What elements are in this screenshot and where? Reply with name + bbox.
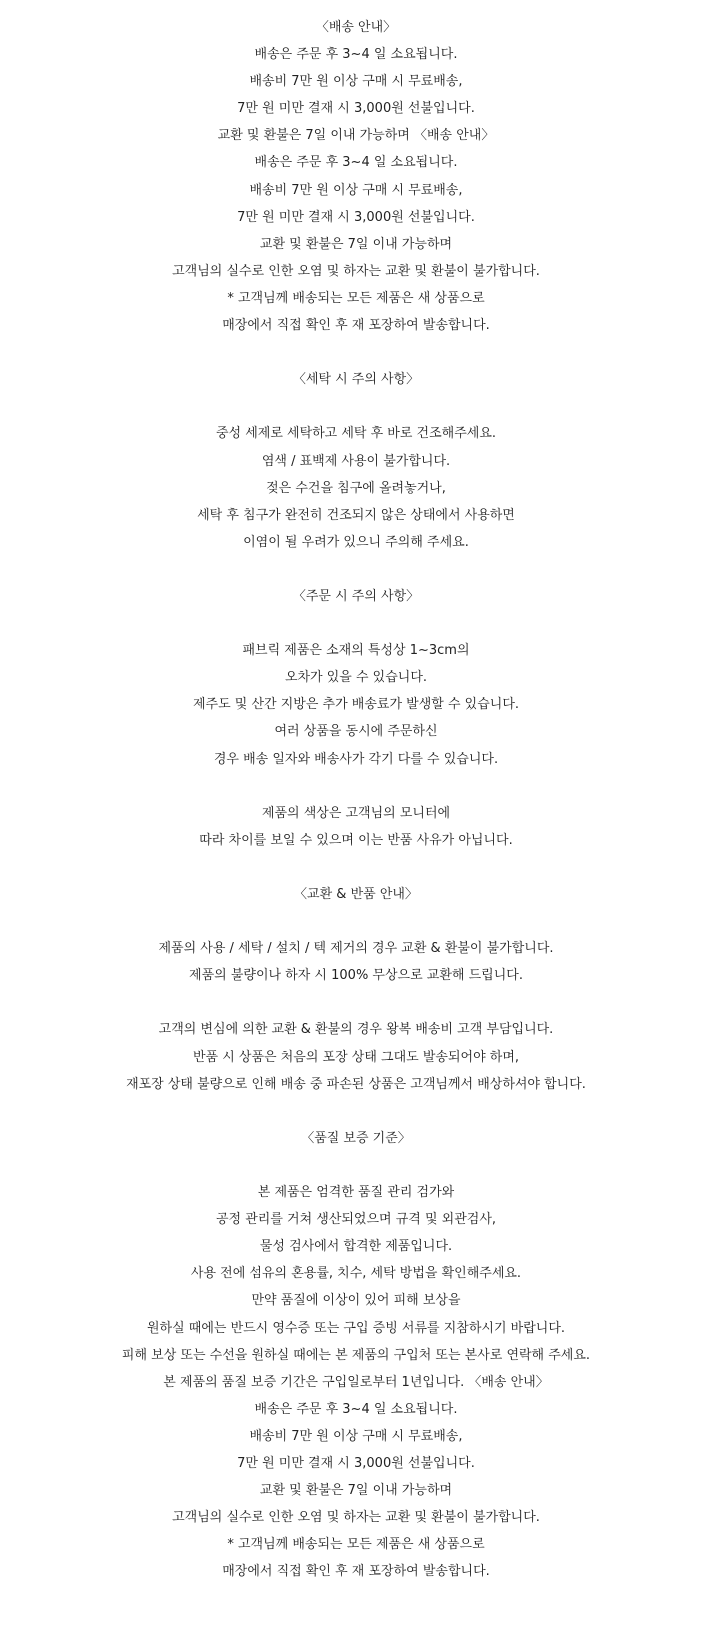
text-line: 7만 원 미만 결재 시 3,000원 선불입니다. [237, 101, 475, 117]
shipping-info-section [0, 14, 712, 339]
text-line: * 고객님께 배송되는 모든 제품은 새 상품으로 [227, 290, 485, 306]
section-heading: 〈품질 보증 기준〉 [301, 1130, 411, 1146]
text-line: 배송비 7만 원 이상 구매 시 무료배송, [249, 1428, 463, 1444]
text-line: 공정 관리를 거쳐 생산되었으며 규격 및 외관검사, [215, 1212, 497, 1228]
text-line: 원하실 때에는 반드시 영수증 또는 구입 증빙 서류를 지참하시기 바랍니다. [146, 1320, 566, 1336]
text-line: 염색 / 표백제 사용이 불가합니다. [261, 453, 451, 469]
text-line: 7만 원 미만 결재 시 3,000원 선불입니다. [237, 209, 475, 225]
spacer [0, 610, 712, 637]
text-line: 반품 시 상품은 처음의 포장 상태 그대도 발송되어야 하며, [192, 1049, 520, 1065]
text-line: 교환 및 환불은 7일 이내 가능하며 [259, 1483, 453, 1499]
text-line: 배송은 주문 후 3~4 일 소요됩니다. [254, 1401, 458, 1417]
text-line: 사용 전에 섬유의 혼용률, 치수, 세탁 방법을 확인해주세요. [190, 1266, 522, 1282]
text-line: 피해 보상 또는 수선을 원하실 때에는 본 제품의 구입처 또는 본사로 연락해 주세요. [121, 1347, 591, 1363]
ordering-caution-section [0, 583, 712, 854]
spacer [0, 1098, 712, 1125]
spacer [0, 393, 712, 420]
text-line: 매장에서 직접 확인 후 재 포장하여 발송합니다. [222, 1564, 490, 1580]
spacer [0, 989, 712, 1016]
text-line: 배송비 7만 원 이상 구매 시 무료배송, [249, 182, 463, 198]
text-line: 교환 및 환불은 7일 이내 가능하며 〈배송 안내〉 [217, 128, 495, 144]
exchange-return-section [0, 881, 712, 1098]
text-line: 배송은 주문 후 3~4 일 소요됩니다. [254, 47, 458, 63]
text-line: 이염이 될 우려가 있으니 주의해 주세요. [243, 534, 469, 550]
text-line: 배송비 7만 원 이상 구매 시 무료배송, [249, 74, 463, 90]
text-line: 재포장 상태 불량으로 인해 배송 중 파손된 상품은 고객님께서 배상하셔야 합니다. [126, 1076, 586, 1092]
text-line: 고객의 변심에 의한 교환 & 환불의 경우 왕복 배송비 고객 부담입니다. [158, 1022, 554, 1038]
section-heading: 〈주문 시 주의 사항〉 [292, 588, 420, 604]
quality-guarantee-section [0, 1125, 712, 1586]
text-line: 만약 품질에 이상이 있어 피해 보상을 [251, 1293, 461, 1309]
spacer [0, 908, 712, 935]
spacer [0, 1152, 712, 1179]
spacer [0, 773, 712, 800]
text-line: 중성 세제로 세탁하고 세탁 후 바로 건조해주세요. [215, 426, 497, 442]
text-line: 본 제품의 품질 보증 기간은 구입일로부터 1년입니다. 〈배송 안내〉 [163, 1374, 549, 1390]
text-line: 고객님의 실수로 인한 오염 및 하자는 교환 및 환불이 불가합니다. [172, 263, 540, 279]
text-line: 제품의 불량이나 하자 시 100% 무상으로 교환해 드립니다. [189, 968, 523, 984]
text-line: 본 제품은 엄격한 품질 관리 검가와 [257, 1185, 455, 1201]
text-line: 제주도 및 산간 지방은 추가 배송료가 발생할 수 있습니다. [192, 697, 520, 713]
text-line: * 고객님께 배송되는 모든 제품은 새 상품으로 [227, 1537, 485, 1553]
text-line: 제품의 사용 / 세탁 / 설치 / 텍 제거의 경우 교환 & 환불이 불가합니다. [158, 941, 554, 957]
spacer [0, 556, 712, 583]
text-line: 오차가 있을 수 있습니다. [284, 670, 428, 686]
text-line: 경우 배송 일자와 배송사가 각기 다를 수 있습니다. [213, 751, 499, 767]
washing-caution-section [0, 366, 712, 556]
section-heading: 〈세탁 시 주의 사항〉 [292, 372, 420, 388]
spacer [0, 339, 712, 366]
text-line: 세탁 후 침구가 완전히 건조되지 않은 상태에서 사용하면 [197, 507, 515, 523]
text-line: 따라 차이를 보일 수 있으며 이는 반품 사유가 아닙니다. [199, 832, 513, 848]
spacer [0, 854, 712, 881]
text-line: 여러 상품을 동시에 주문하신 [274, 724, 438, 740]
text-line: 매장에서 직접 확인 후 재 포장하여 발송합니다. [222, 318, 490, 334]
text-line: 패브릭 제품은 소재의 특성상 1~3cm의 [242, 643, 470, 659]
text-line: 7만 원 미만 결재 시 3,000원 선불입니다. [237, 1455, 475, 1471]
text-line: 젖은 수건을 침구에 올려놓거나, [266, 480, 446, 496]
section-heading: 〈배송 안내〉 [315, 20, 397, 35]
text-line: 배송은 주문 후 3~4 일 소요됩니다. [254, 155, 458, 171]
text-line: 제품의 색상은 고객님의 모니터에 [261, 805, 451, 821]
text-line: 교환 및 환불은 7일 이내 가능하며 [259, 236, 453, 252]
text-line: 고객님의 실수로 인한 오염 및 하자는 교환 및 환불이 불가합니다. [172, 1510, 540, 1526]
text-line: 물성 검사에서 합격한 제품입니다. [259, 1239, 453, 1255]
section-heading: 〈교환 & 반품 안내〉 [294, 887, 418, 902]
